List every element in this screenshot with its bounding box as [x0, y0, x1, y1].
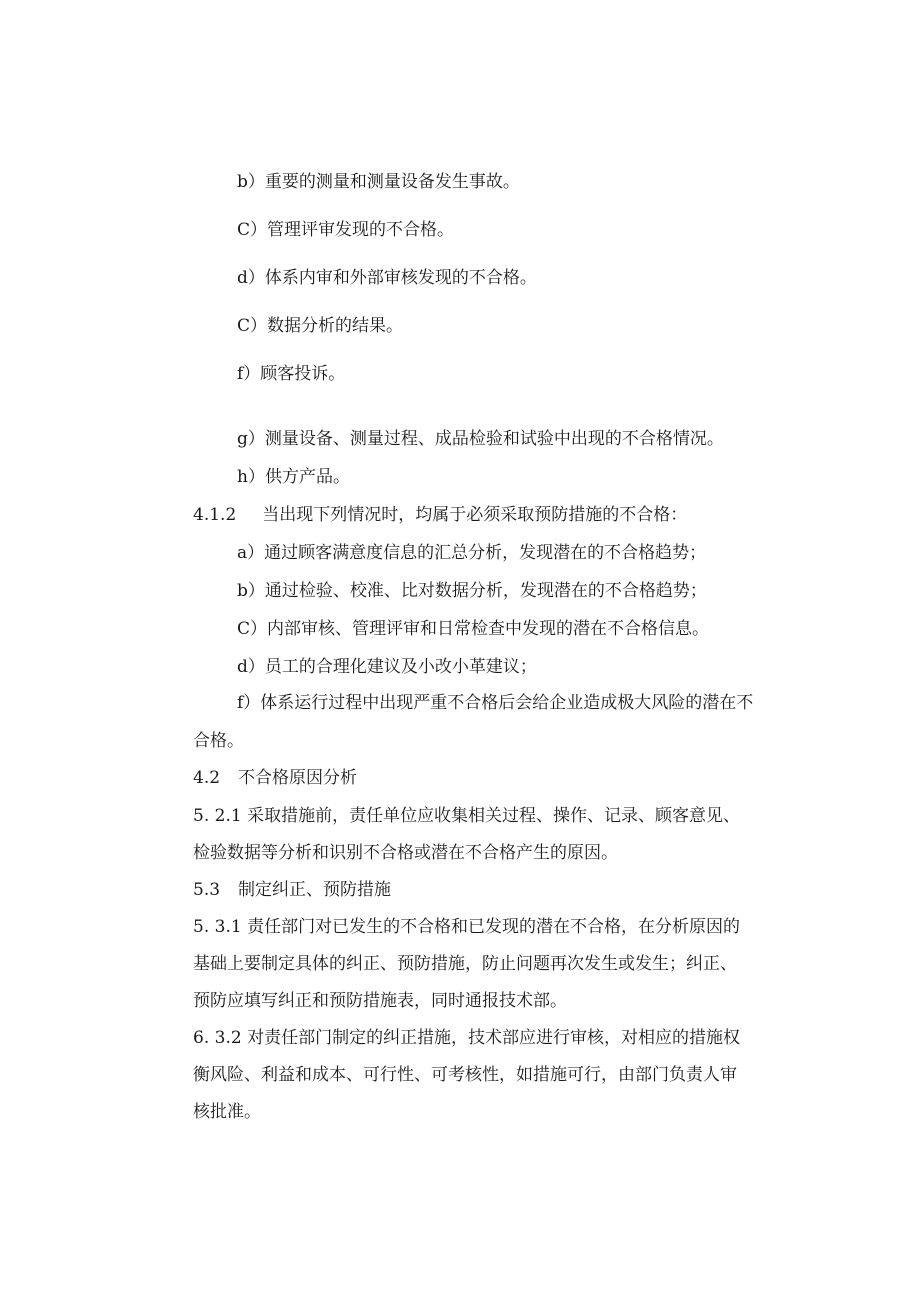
paragraph-5-2-1-line2: 检验数据等分析和识别不合格或潜在不合格产生的原因。	[193, 843, 618, 863]
section-5-3	[193, 880, 391, 900]
section-number: 4.1.2	[193, 505, 237, 525]
paragraph-6-3-2-line2: 衡风险、利益和成本、可行性、可考核性，如措施可行，由部门负责人审	[193, 1065, 737, 1085]
paragraph-6-3-2-line3: 核批准。	[193, 1102, 261, 1122]
paragraph-5-2-1-line1: 5. 2.1 采取措施前，责任单位应收集相关过程、操作、记录、顾客意见、	[193, 806, 741, 826]
section-title: 不合格原因分析	[238, 768, 358, 788]
paragraph-5-3-1-line1: 5. 3.1 责任部门对已发生的不合格和已发现的潜在不合格，在分析原因的	[193, 917, 741, 937]
section-number: 4.2	[193, 768, 221, 788]
paragraph-6-3-2-line1: 6. 3.2 对责任部门制定的纠正措施，技术部应进行审核，对相应的措施权	[193, 1028, 741, 1048]
section-title: 制定纠正、预防措施	[238, 880, 392, 900]
list-item: g）测量设备、测量过程、成品检验和试验中出现的不合格情况。	[237, 429, 724, 449]
list-item: d）员工的合理化建议及小改小革建议；	[237, 657, 537, 677]
list-item: b）重要的测量和测量设备发生事故。	[237, 172, 520, 192]
paragraph-5-3-1-line3: 预防应填写纠正和预防措施表，同时通报技术部。	[193, 991, 567, 1011]
list-item: d）体系内审和外部审核发现的不合格。	[237, 268, 537, 288]
paragraph-5-3-1-line2: 基础上要制定具体的纠正、预防措施，防止问题再次发生或发生；纠正、	[193, 954, 737, 974]
list-item: C）管理评审发现的不合格。	[237, 220, 455, 240]
list-item: C）内部审核、管理评审和日常检查中发现的潜在不合格信息。	[237, 619, 710, 639]
section-text: 当出现下列情况时，均属于必须采取预防措施的不合格：	[262, 505, 688, 525]
list-item-f-line1: f）体系运行过程中出现严重不合格后会给企业造成极大风险的潜在不	[237, 693, 754, 713]
list-item: a）通过顾客满意度信息的汇总分析，发现潜在的不合格趋势；	[237, 543, 707, 563]
list-item: f）顾客投诉。	[237, 364, 346, 384]
list-item: h）供方产品。	[237, 467, 350, 487]
list-item-f-line2: 合格。	[193, 731, 244, 751]
section-4-2	[193, 768, 357, 788]
section-number: 5.3	[193, 880, 221, 900]
list-item: C）数据分析的结果。	[237, 316, 404, 336]
section-4-1-2	[193, 505, 687, 525]
list-item: b）通过检验、校准、比对数据分析，发现潜在的不合格趋势；	[237, 581, 707, 601]
